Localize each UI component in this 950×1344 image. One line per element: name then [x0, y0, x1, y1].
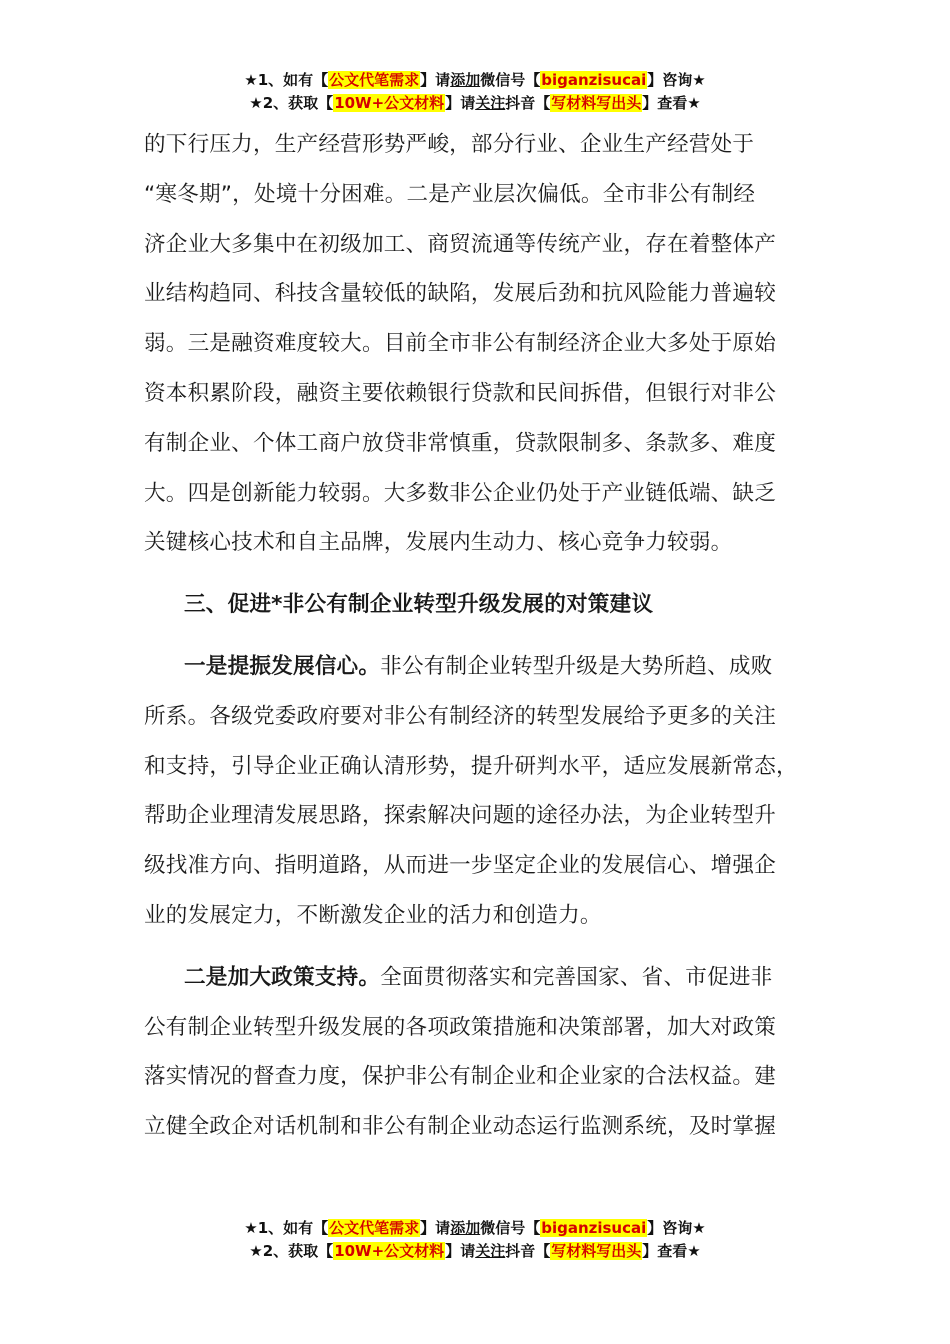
banner-text: 】咨询★: [647, 1219, 706, 1237]
text-line: 关键核心技术和自主品牌，发展内生动力、核心竞争力较弱。: [144, 530, 733, 556]
text-line: 业结构趋同、科技含量较低的缺陷，发展后劲和抗风险能力普遍较: [144, 281, 777, 307]
text-line: 立健全政企对话机制和非公有制企业动态运行监测系统，及时掌握: [144, 1114, 777, 1140]
banner-text: 】请: [420, 1219, 451, 1237]
banner-line-2: [0, 1240, 950, 1263]
text-line: [144, 642, 830, 692]
document-body: [144, 120, 830, 1152]
banner-text: 】咨询★: [647, 71, 706, 89]
text-line: 落实情况的督查力度，保护非公有制企业和企业家的合法权益。建: [144, 1064, 777, 1090]
text-line: “寒冬期”，处境十分困难。二是产业层次偏低。全市非公有制经: [144, 181, 756, 207]
banner-underlined: 添加: [450, 1219, 481, 1237]
banner-text: 】请: [420, 71, 451, 89]
text-run: 非公有制企业转型升级是大势所趋、成败: [380, 653, 773, 679]
text-line: 有制企业、个体工商户放贷非常慎重，贷款限制多、条款多、难度: [144, 430, 777, 456]
text-line: 和支持，引导企业正确认清形势，提升研判水平，适应发展新常态，: [144, 753, 798, 779]
bottom-banner: [0, 1217, 950, 1263]
top-banner: [0, 69, 950, 115]
text-line: 公有制企业转型升级发展的各项政策措施和决策部署，加大对政策: [144, 1014, 777, 1040]
text-line: [144, 953, 830, 1003]
text-line: 所系。各级党委政府要对非公有制经济的转型发展给予更多的关注: [144, 703, 777, 729]
banner-text: 】查看★: [642, 94, 701, 112]
text-run: 全面贯彻落实和完善国家、省、市促进非: [380, 964, 773, 990]
banner-line-2: [0, 92, 950, 115]
banner-text: 】请: [445, 94, 476, 112]
spacer: [144, 941, 830, 953]
banner-text: ★2、获取【: [249, 1242, 334, 1260]
spacer: [144, 630, 830, 642]
highlight-materials: 10W+公文材料: [334, 1242, 445, 1260]
text-line: 业的发展定力，不断激发企业的活力和创造力。: [144, 902, 602, 928]
text-line: 的下行压力，生产经营形势严峻，部分行业、企业生产经营处于: [144, 132, 755, 157]
text-line: 大。四是创新能力较弱。大多数非公企业仍处于产业链低端、缺乏: [144, 480, 777, 506]
paragraph-policy: [144, 953, 830, 1152]
highlight-wechat-id: biganzisucai: [541, 1219, 647, 1237]
banner-underlined: 关注: [475, 1242, 506, 1260]
banner-text: 微信号【: [480, 1219, 541, 1237]
banner-underlined: 添加: [450, 71, 481, 89]
banner-text: ★1、如有【: [244, 1219, 329, 1237]
banner-text: 】查看★: [642, 1242, 701, 1260]
section-heading: 三、促进*非公有制企业转型升级发展的对策建议: [184, 592, 654, 618]
banner-text: ★2、获取【: [249, 94, 334, 112]
text-line: 济企业大多集中在初级加工、商贸流通等传统产业，存在着整体产: [144, 231, 777, 257]
text-line: 资本积累阶段，融资主要依赖银行贷款和民间拆借，但银行对非公: [144, 380, 777, 406]
paragraph-confidence: [144, 642, 830, 941]
banner-line-1: [0, 1217, 950, 1240]
text-line: 弱。三是融资难度较大。目前全市非公有制经济企业大多处于原始: [144, 331, 777, 357]
paragraph-lead: 一是提振发展信心。: [184, 653, 381, 679]
highlight-service: 公文代笔需求: [329, 71, 420, 89]
highlight-douyin: 写材料写出头: [551, 1242, 642, 1260]
banner-text: 抖音【: [505, 1242, 551, 1260]
banner-text: 抖音【: [505, 94, 551, 112]
banner-text: 】请: [445, 1242, 476, 1260]
paragraph-challenges: [144, 120, 830, 568]
banner-text: ★1、如有【: [244, 71, 329, 89]
paragraph-lead: 二是加大政策支持。: [184, 964, 381, 990]
highlight-materials: 10W+公文材料: [334, 94, 445, 112]
highlight-douyin: 写材料写出头: [551, 94, 642, 112]
banner-underlined: 关注: [475, 94, 506, 112]
text-line: 帮助企业理清发展思路，探索解决问题的途径办法，为企业转型升: [144, 803, 777, 829]
highlight-service: 公文代笔需求: [329, 1219, 420, 1237]
banner-text: 微信号【: [480, 71, 541, 89]
spacer: [144, 568, 830, 580]
banner-line-1: [0, 69, 950, 92]
text-line: 级找准方向、指明道路，从而进一步坚定企业的发展信心、增强企: [144, 853, 777, 879]
highlight-wechat-id: biganzisucai: [541, 71, 647, 89]
